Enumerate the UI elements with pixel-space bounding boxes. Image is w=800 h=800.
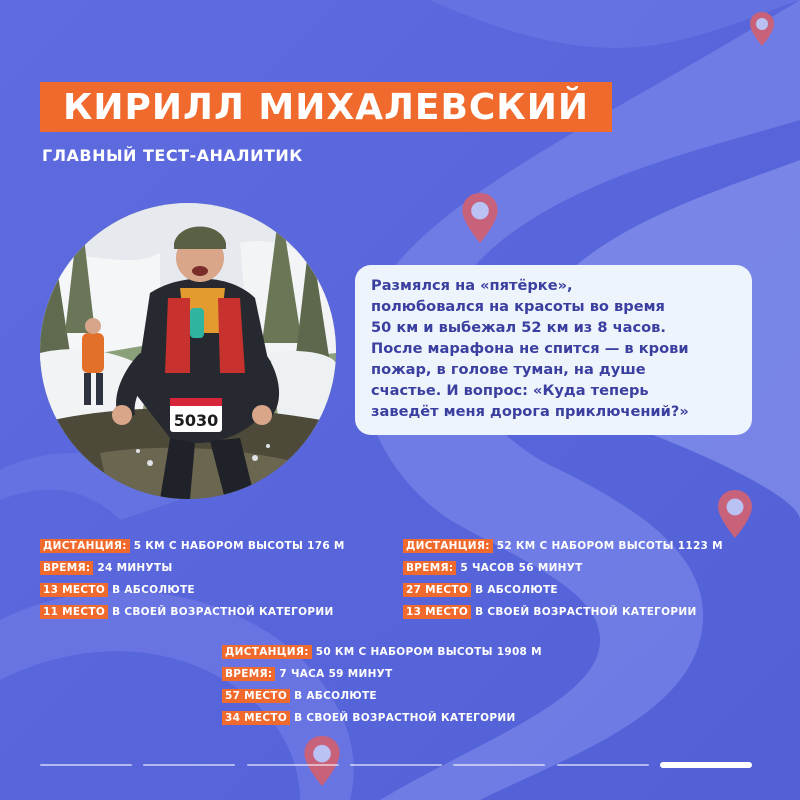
age-place: 13 МЕСТО	[403, 605, 471, 619]
stat-time	[403, 557, 723, 579]
slide-indicator[interactable]	[557, 764, 649, 766]
stat-distance	[40, 535, 345, 557]
distance-label: ДИСТАНЦИЯ:	[403, 539, 493, 553]
time-value: 7 ЧАСА 59 МИНУТ	[279, 668, 393, 680]
quote-line: полюбовался на красоты во время	[371, 298, 665, 315]
absolute-place: 27 МЕСТО	[403, 583, 471, 597]
distance-label: ДИСТАНЦИЯ:	[222, 645, 312, 659]
stat-absolute-place	[222, 685, 542, 707]
slide-progress	[40, 762, 752, 768]
race-stats-right	[403, 535, 723, 623]
age-text: В СВОЕЙ ВОЗРАСТНОЙ КАТЕГОРИИ	[112, 606, 334, 618]
slide-indicator-active[interactable]	[660, 762, 752, 768]
quote-line: После марафона не спится — в крови	[371, 340, 689, 357]
slide-indicator[interactable]	[350, 764, 442, 766]
age-place: 11 МЕСТО	[40, 605, 108, 619]
age-text: В СВОЕЙ ВОЗРАСТНОЙ КАТЕГОРИИ	[475, 606, 697, 618]
time-label: ВРЕМЯ:	[222, 667, 275, 681]
time-value: 5 ЧАСОВ 56 МИНУТ	[460, 562, 583, 574]
slide-indicator[interactable]	[40, 764, 132, 766]
person-role: ГЛАВНЫЙ ТЕСТ-АНАЛИТИК	[42, 146, 303, 165]
age-place: 34 МЕСТО	[222, 711, 290, 725]
race-stats-center	[222, 641, 542, 729]
slide-indicator[interactable]	[143, 764, 235, 766]
stat-age-place	[403, 601, 723, 623]
stat-distance	[403, 535, 723, 557]
distance-label: ДИСТАНЦИЯ:	[40, 539, 130, 553]
quote-line: 50 км и выбежал 52 км из 8 часов.	[371, 319, 666, 336]
distance-value: 52 КМ С НАБОРОМ ВЫСОТЫ 1123 М	[496, 540, 723, 552]
stat-age-place	[222, 707, 542, 729]
distance-value: 50 КМ С НАБОРОМ ВЫСОТЫ 1908 М	[315, 646, 542, 658]
quote-line: заведёт меня дорога приключений?»	[371, 403, 689, 420]
stat-time	[222, 663, 542, 685]
time-label: ВРЕМЯ:	[40, 561, 93, 575]
stat-time	[40, 557, 345, 579]
map-pin-icon	[718, 490, 752, 538]
race-stats-left	[40, 535, 345, 623]
name-banner	[40, 82, 612, 132]
quote-line: счастье. И вопрос: «Куда теперь	[371, 382, 649, 399]
stat-age-place	[40, 601, 345, 623]
bib-number: 5030	[173, 411, 219, 430]
quote-line: пожар, в голове туман, на душе	[371, 361, 646, 378]
absolute-text: В АБСОЛЮТЕ	[112, 584, 195, 596]
map-pin-icon	[750, 12, 774, 46]
absolute-text: В АБСОЛЮТЕ	[294, 690, 377, 702]
quote-card	[355, 265, 752, 435]
stat-absolute-place	[403, 579, 723, 601]
time-label: ВРЕМЯ:	[403, 561, 456, 575]
stat-distance	[222, 641, 542, 663]
absolute-text: В АБСОЛЮТЕ	[475, 584, 558, 596]
map-pin-icon	[462, 193, 498, 243]
absolute-place: 57 МЕСТО	[222, 689, 290, 703]
absolute-place: 13 МЕСТО	[40, 583, 108, 597]
slide-indicator[interactable]	[453, 764, 545, 766]
quote-text	[371, 275, 742, 422]
stat-absolute-place	[40, 579, 345, 601]
distance-value: 5 КМ С НАБОРОМ ВЫСОТЫ 176 М	[133, 540, 345, 552]
age-text: В СВОЕЙ ВОЗРАСТНОЙ КАТЕГОРИИ	[294, 712, 516, 724]
map-pin-icon	[304, 736, 340, 786]
person-name: КИРИЛЛ МИХАЛЕВСКИЙ	[62, 86, 589, 128]
runner-photo	[40, 203, 336, 499]
quote-line: Размялся на «пятёрке»,	[371, 277, 573, 294]
slide-indicator[interactable]	[247, 764, 339, 766]
time-value: 24 МИНУТЫ	[97, 562, 173, 574]
